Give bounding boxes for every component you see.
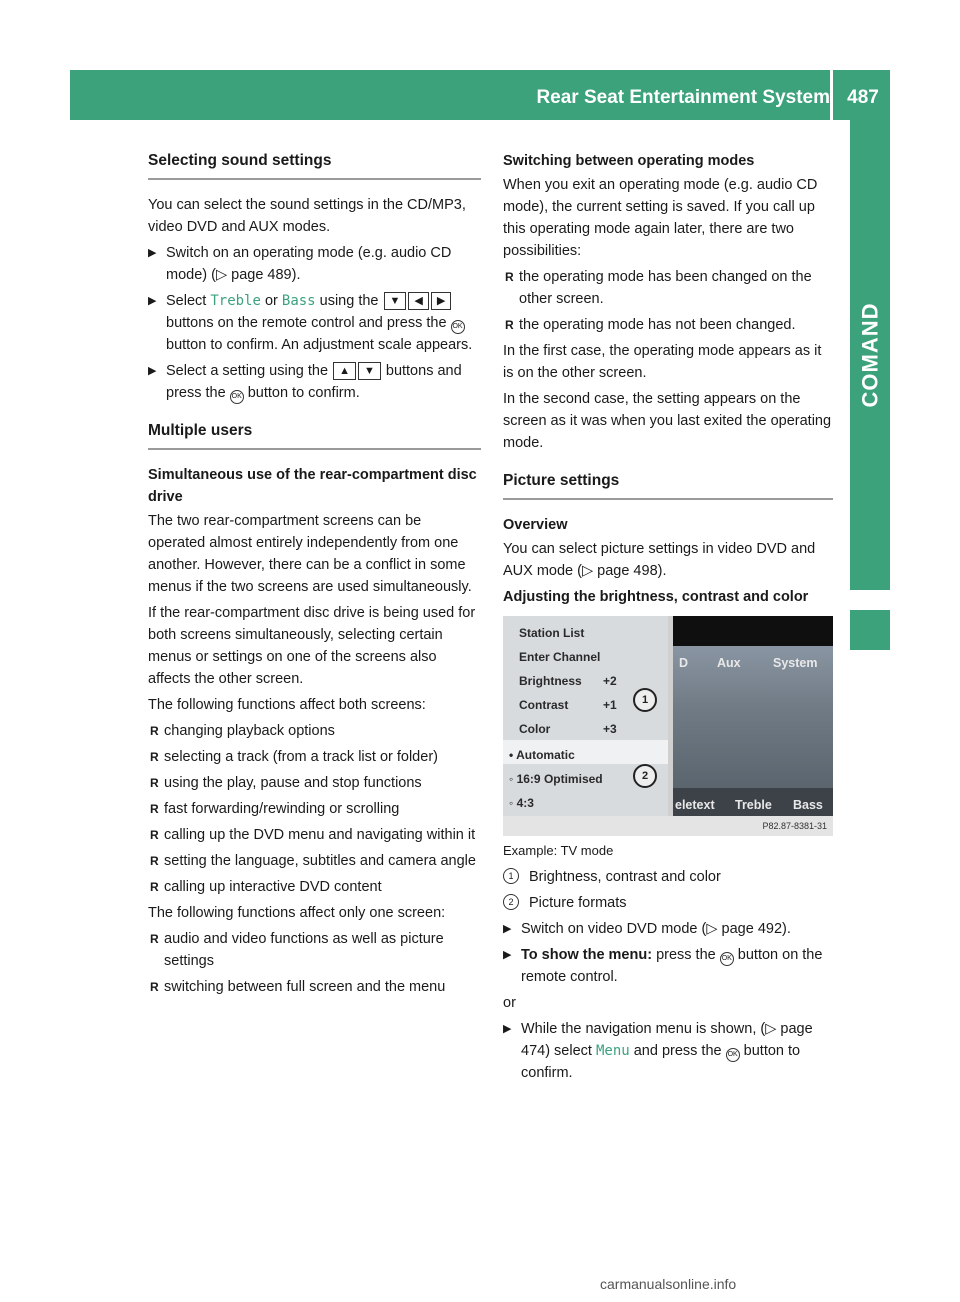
- left-column: [148, 150, 481, 1002]
- page-number: 487: [847, 87, 879, 108]
- section-heading-multiple-users: Multiple users: [148, 420, 481, 450]
- header-divider: [830, 70, 833, 120]
- legend-item: 1 Brightness, contrast and color: [503, 866, 833, 888]
- picture-step-2: ▶ To show the menu: press the OK button on the remote control.: [503, 947, 823, 985]
- multi-paragraph-3: The following functions affect both screens:: [148, 697, 426, 713]
- figure-menu: [503, 616, 670, 816]
- or-text: or: [503, 995, 516, 1011]
- subheading-overview: Overview: [503, 517, 568, 533]
- bass-menu-item: Bass: [281, 293, 316, 309]
- tv-mode-screenshot: [503, 616, 833, 836]
- ok-button-icon: OK: [451, 320, 465, 334]
- down-key-icon: ▼: [358, 362, 381, 380]
- down-key-icon: ▼: [384, 292, 407, 310]
- sound-step-3: ▶ Select a setting using the ▲ ▼ buttons and press the OK button to confirm.: [148, 360, 481, 404]
- list-item: R calling up the DVD menu and navigating within it: [150, 827, 476, 843]
- menu-item-menu: Menu: [595, 1043, 630, 1059]
- list-item: R switching between full screen and the menu: [150, 979, 446, 995]
- picture-step-1: ▶ Switch on video DVD mode (▷ page 492).: [503, 921, 791, 937]
- figure-menu-item: • Automatic: [509, 748, 575, 762]
- list-item: R calling up interactive DVD content: [150, 879, 382, 895]
- multi-paragraph-4: The following functions affect only one screen:: [148, 905, 446, 921]
- footer-watermark: carmanualsonline.info: [600, 1276, 737, 1292]
- sound-step-2: ▶ Select Treble or Bass using the ▼ ◀ ▶ buttons on the remote control and press the OK button to confirm. An adjustment scale appears.: [148, 293, 473, 353]
- figure-menu-item: Enter Channel: [519, 650, 601, 664]
- callout-marker: 2: [633, 764, 657, 788]
- figure-top-item: System: [773, 656, 818, 670]
- figure-menu-item: ◦ 16:9 Optimised: [509, 772, 603, 786]
- figure-top-item: Aux: [717, 656, 741, 670]
- switching-paragraph-1: When you exit an operating mode (e.g. audio CD mode), the current setting is saved. If you call up this operating mode again later, there are two possibilities:: [503, 177, 818, 259]
- switching-paragraph-2: In the first case, the operating mode appears as it is on the other screen.: [503, 343, 822, 381]
- figure-menu-value: +3: [603, 722, 617, 736]
- subheading-switching: Switching between operating modes: [503, 153, 755, 169]
- ok-button-icon: OK: [726, 1048, 740, 1062]
- figure-code: P82.87-8381-31: [503, 816, 833, 836]
- figure-menu-item: Color: [519, 722, 551, 736]
- ok-button-icon: OK: [230, 390, 244, 404]
- ok-button-icon: OK: [720, 952, 734, 966]
- callout-marker: 1: [633, 688, 657, 712]
- multi-paragraph-2: If the rear-compartment disc drive is being used for both screens simultaneously, selecting certain menus or settings on one of the screens also affects the other screen.: [148, 605, 476, 687]
- subheading-adjusting: Adjusting the brightness, contrast and color: [503, 589, 809, 605]
- sound-step-1: ▶ Switch on an operating mode (e.g. audio CD mode) (▷ page 489).: [148, 245, 452, 283]
- figure-bottom-item: Bass: [793, 798, 823, 812]
- figure-menu-item: ◦ 4:3: [509, 796, 534, 810]
- figure-bottom-item: eletext: [675, 798, 715, 812]
- figure-menu-value: +2: [603, 674, 617, 688]
- sound-intro: You can select the sound settings in the CD/MP3, video DVD and AUX modes.: [148, 197, 466, 235]
- list-item: R setting the language, subtitles and camera angle: [150, 853, 476, 869]
- overview-text: You can select picture settings in video DVD and AUX mode (▷ page 498).: [503, 541, 816, 579]
- right-column: [503, 150, 833, 1088]
- figure-menu-item: Brightness: [519, 674, 582, 688]
- legend-item: 2 Picture formats: [503, 892, 833, 914]
- left-key-icon: ◀: [408, 292, 428, 310]
- list-item: R selecting a track (from a track list or folder): [150, 749, 438, 765]
- switching-paragraph-3: In the second case, the setting appears on the screen as it was when you last exited the operating mode.: [503, 391, 832, 451]
- subheading-disc-drive: Simultaneous use of the rear-compartment disc drive: [148, 467, 477, 505]
- figure-top-bar: [673, 616, 833, 646]
- figure-bottom-item: Treble: [735, 798, 772, 812]
- figure-menu-item: Contrast: [519, 698, 569, 712]
- side-tab-label: COMAND: [857, 302, 882, 408]
- picture-step-3: ▶ While the navigation menu is shown, (▷ page 474) select Menu and press the OK button to confirm.: [503, 1021, 813, 1081]
- multi-paragraph-1: The two rear-compartment screens can be operated almost entirely independently from one another. However, there can be a conflict in some menus if the two screens are used simultaneously.: [148, 513, 472, 595]
- figure-menu-value: +1: [603, 698, 617, 712]
- right-key-icon: ▶: [431, 292, 451, 310]
- section-heading-sound: Selecting sound settings: [148, 150, 481, 180]
- up-key-icon: ▲: [333, 362, 356, 380]
- list-item: R the operating mode has not been changed.: [505, 317, 796, 333]
- figure-top-item: D: [679, 656, 689, 670]
- section-heading-picture: Picture settings: [503, 470, 833, 500]
- list-item: R changing playback options: [150, 723, 335, 739]
- figure-caption: Example: TV mode: [503, 843, 614, 858]
- list-item: R using the play, pause and stop functions: [150, 775, 422, 791]
- list-item: R audio and video functions as well as picture settings: [150, 931, 444, 969]
- list-item: R fast forwarding/rewinding or scrolling: [150, 801, 400, 817]
- figure-scrollbar: [668, 616, 673, 816]
- side-tab-marker: [850, 610, 890, 650]
- page-header-title: Rear Seat Entertainment System: [536, 87, 830, 108]
- figure-menu-item: Station List: [519, 626, 585, 640]
- treble-menu-item: Treble: [210, 293, 261, 309]
- list-item: R the operating mode has been changed on the other screen.: [505, 269, 812, 307]
